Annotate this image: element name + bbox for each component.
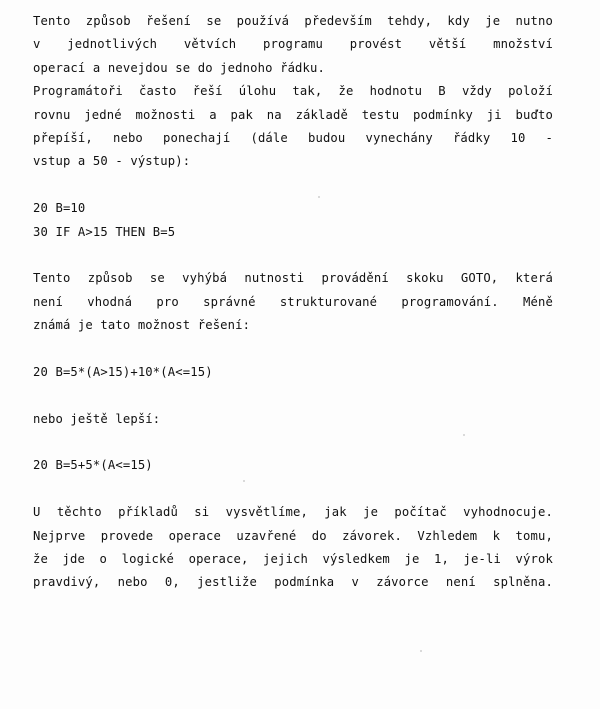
blank-line [33, 384, 553, 407]
code-line-20-better: 20 B=5+5*(A<=15) [33, 458, 153, 473]
text-line-25: pravdivý, nebo 0, jestliže podmínka v závorce není splněna. [33, 575, 553, 590]
print-speck [318, 196, 320, 198]
print-speck [243, 480, 245, 482]
blank-line [33, 478, 553, 501]
text-line-23: Nejprve provede operace uzavřené do závorek. Vzhledem k tomu, [33, 528, 553, 543]
text-line-3: operací a nevejdou se do jednoho řádku. [33, 60, 326, 75]
text-line-14: známá je tato možnost řešení: [33, 318, 251, 333]
code-line-20-b10: 20 B=10 [33, 201, 86, 216]
print-speck [463, 434, 465, 436]
text-line-18: nebo ještě lepší: [33, 411, 161, 426]
text-line-24: že jde o logické operace, jejich výsledkem je 1, je-li výrok [33, 551, 553, 566]
text-line-12: Tento způsob se vyhýbá nutnosti provádění skoku GOTO, která [33, 271, 553, 286]
text-line-5: rovnu jedné možnosti a pak na základě testu podmínky ji buďto [33, 107, 553, 122]
text-line-13: není vhodná pro správné strukturované programování. Méně [33, 294, 553, 309]
code-line-20-formula: 20 B=5*(A>15)+10*(A<=15) [33, 364, 213, 379]
code-line-30-if: 30 IF A>15 THEN B=5 [33, 224, 176, 239]
text-line-22: U těchto příkladů si vysvětlíme, jak je počítač vyhodnocuje. [33, 505, 553, 520]
blank-line [33, 174, 553, 197]
text-line-1: Tento způsob řešení se používá především tehdy, kdy je nutno [33, 14, 553, 28]
text-line-7: vstup a 50 - výstup): [33, 154, 191, 169]
text-line-2: v jednotlivých větvích programu provést větší množství [33, 37, 553, 52]
text-line-6: přepíší, nebo ponechají (dále budou vynechány řádky 10 - [33, 130, 553, 145]
document-body [33, 10, 553, 595]
blank-line [33, 244, 553, 267]
blank-line [33, 337, 553, 360]
text-line-4: Programátoři často řeší úlohu tak, že hodnotu B vždy položí [33, 84, 553, 99]
print-speck [420, 650, 422, 652]
blank-line [33, 431, 553, 454]
